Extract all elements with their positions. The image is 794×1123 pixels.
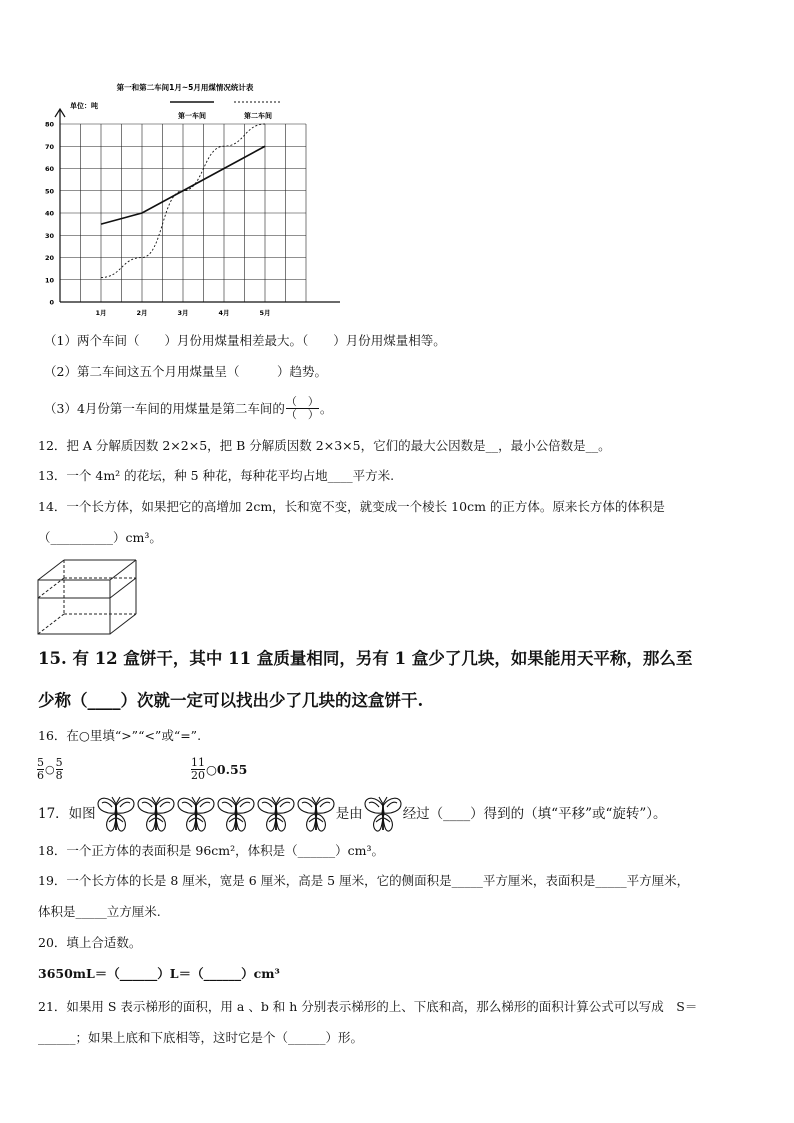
question-15-line2: 少称（____）次就一定可以找出少了几块的这盒饼干. [38, 691, 424, 710]
compare-circle: ○ [45, 762, 55, 776]
fraction-numerator: 5 [37, 756, 44, 769]
fraction-numerator: （ ） [285, 395, 319, 408]
q17-post: 经过（____）得到的（填“平移”或“旋转”）。 [402, 806, 667, 822]
chart-plot-area [45, 109, 340, 317]
fraction-denominator: 20 [191, 769, 205, 782]
question-12: 12．把 A 分解质因数 2×2×5，把 B 分解质因数 2×3×5，它们的最大公因数是__，最小公倍数是__。 [38, 438, 611, 453]
fraction-denominator: 8 [55, 769, 63, 782]
y-tick-label: 40 [44, 209, 54, 218]
fraction-numerator: 5 [55, 756, 63, 769]
fraction-numerator: 11 [191, 756, 205, 769]
question-19-line1: 19．一个长方体的长是 8 厘米，宽是 6 厘米，高是 5 厘米，它的侧面积是_____平方厘米，表面积是_____平方厘米， [38, 873, 690, 888]
q17-pre: 17．如图 [38, 806, 96, 822]
fraction-denominator: （ ） [285, 408, 319, 421]
butterfly-icon [176, 794, 216, 834]
chart-unit-label: 单位：吨 [70, 102, 98, 110]
question-16-prompt: 16．在○里填“>”“<”或“=”. [38, 728, 202, 743]
question-20-prompt: 20．填上合适数。 [38, 935, 142, 950]
x-tick-label: 4月 [218, 309, 230, 317]
x-tick-label: 3月 [177, 309, 189, 317]
q11-part3-text: （3）4月份第一车间的用煤量是第二车间的 [44, 400, 285, 416]
question-21-line1: 21．如果用 S 表示梯形的面积，用 a 、b 和 h 分别表示梯形的上、下底和高，那么梯形的面积计算公式可以写成 S＝ [38, 999, 698, 1014]
legend-label-series-2: 第二车间 [244, 112, 272, 120]
q11-part3 [44, 396, 332, 421]
chart-title: 第一和第二车间1月~5月用煤情况统计表 [116, 83, 254, 92]
y-tick-label: 50 [44, 187, 54, 196]
q11-part1: （1）两个车间（ ）月份用煤量相差最大。（ ）月份用煤量相等。 [44, 333, 446, 348]
y-tick-label: 60 [44, 165, 54, 173]
butterfly-icon [216, 794, 256, 834]
question-21-line2: ______；如果上底和下底相等，这时它是个（______）形。 [38, 1030, 364, 1045]
y-tick-label: 70 [44, 142, 54, 151]
y-tick-label: 80 [44, 120, 54, 129]
butterfly-icon [363, 794, 403, 834]
q16-item-b-rest: ○0.55 [206, 761, 248, 777]
butterfly-icon [296, 794, 336, 834]
question-20-line: 3650mL＝（______）L＝（______）cm³ [38, 966, 280, 981]
x-tick-label: 2月 [136, 309, 148, 317]
q11-part3-fraction [286, 396, 319, 421]
q11-part2: （2）第二车间这五个月用煤量呈（ ）趋势。 [44, 364, 327, 379]
question-14-line1: 14．一个长方体，如果把它的高增加 2cm，长和宽不变，就变成一个棱长 10cm 的正方体。原来长方体的体积是 [38, 499, 665, 514]
y-tick-label: 10 [44, 276, 54, 285]
question-13: 13．一个 4m² 的花坛，种 5 种花，每种花平均占地____平方米. [38, 468, 395, 483]
question-18: 18．一个正方体的表面积是 96cm²，体积是（______）cm³。 [38, 843, 385, 858]
butterfly-icon [256, 794, 296, 834]
y-tick-label: 30 [44, 231, 54, 240]
question-19-line2: 体积是_____立方厘米. [38, 904, 161, 919]
x-tick-label: 5月 [259, 309, 271, 317]
question-14-line2: （__________）cm³。 [38, 530, 162, 545]
q16-item-a [36, 757, 64, 782]
fraction-denominator: 6 [37, 769, 44, 782]
q11-part3-end: 。 [319, 400, 333, 416]
q16-item-b [190, 757, 247, 782]
line-chart [30, 78, 340, 328]
x-tick-label: 1月 [95, 309, 107, 317]
q17-mid: 是由 [335, 806, 363, 822]
question-17 [38, 794, 667, 834]
butterfly-icon [96, 794, 136, 834]
cuboid-figure [36, 558, 142, 638]
butterfly-single [363, 794, 403, 834]
butterfly-sequence [96, 794, 336, 834]
y-tick-label: 20 [44, 254, 54, 262]
legend-label-series-1: 第一车间 [178, 112, 206, 120]
butterfly-icon [136, 794, 176, 834]
question-15-line1: 15. 有 12 盒饼干，其中 11 盒质量相同，另有 1 盒少了几块，如果能用天平称，那么至 [38, 649, 693, 668]
y-tick-label: 0 [49, 298, 54, 307]
